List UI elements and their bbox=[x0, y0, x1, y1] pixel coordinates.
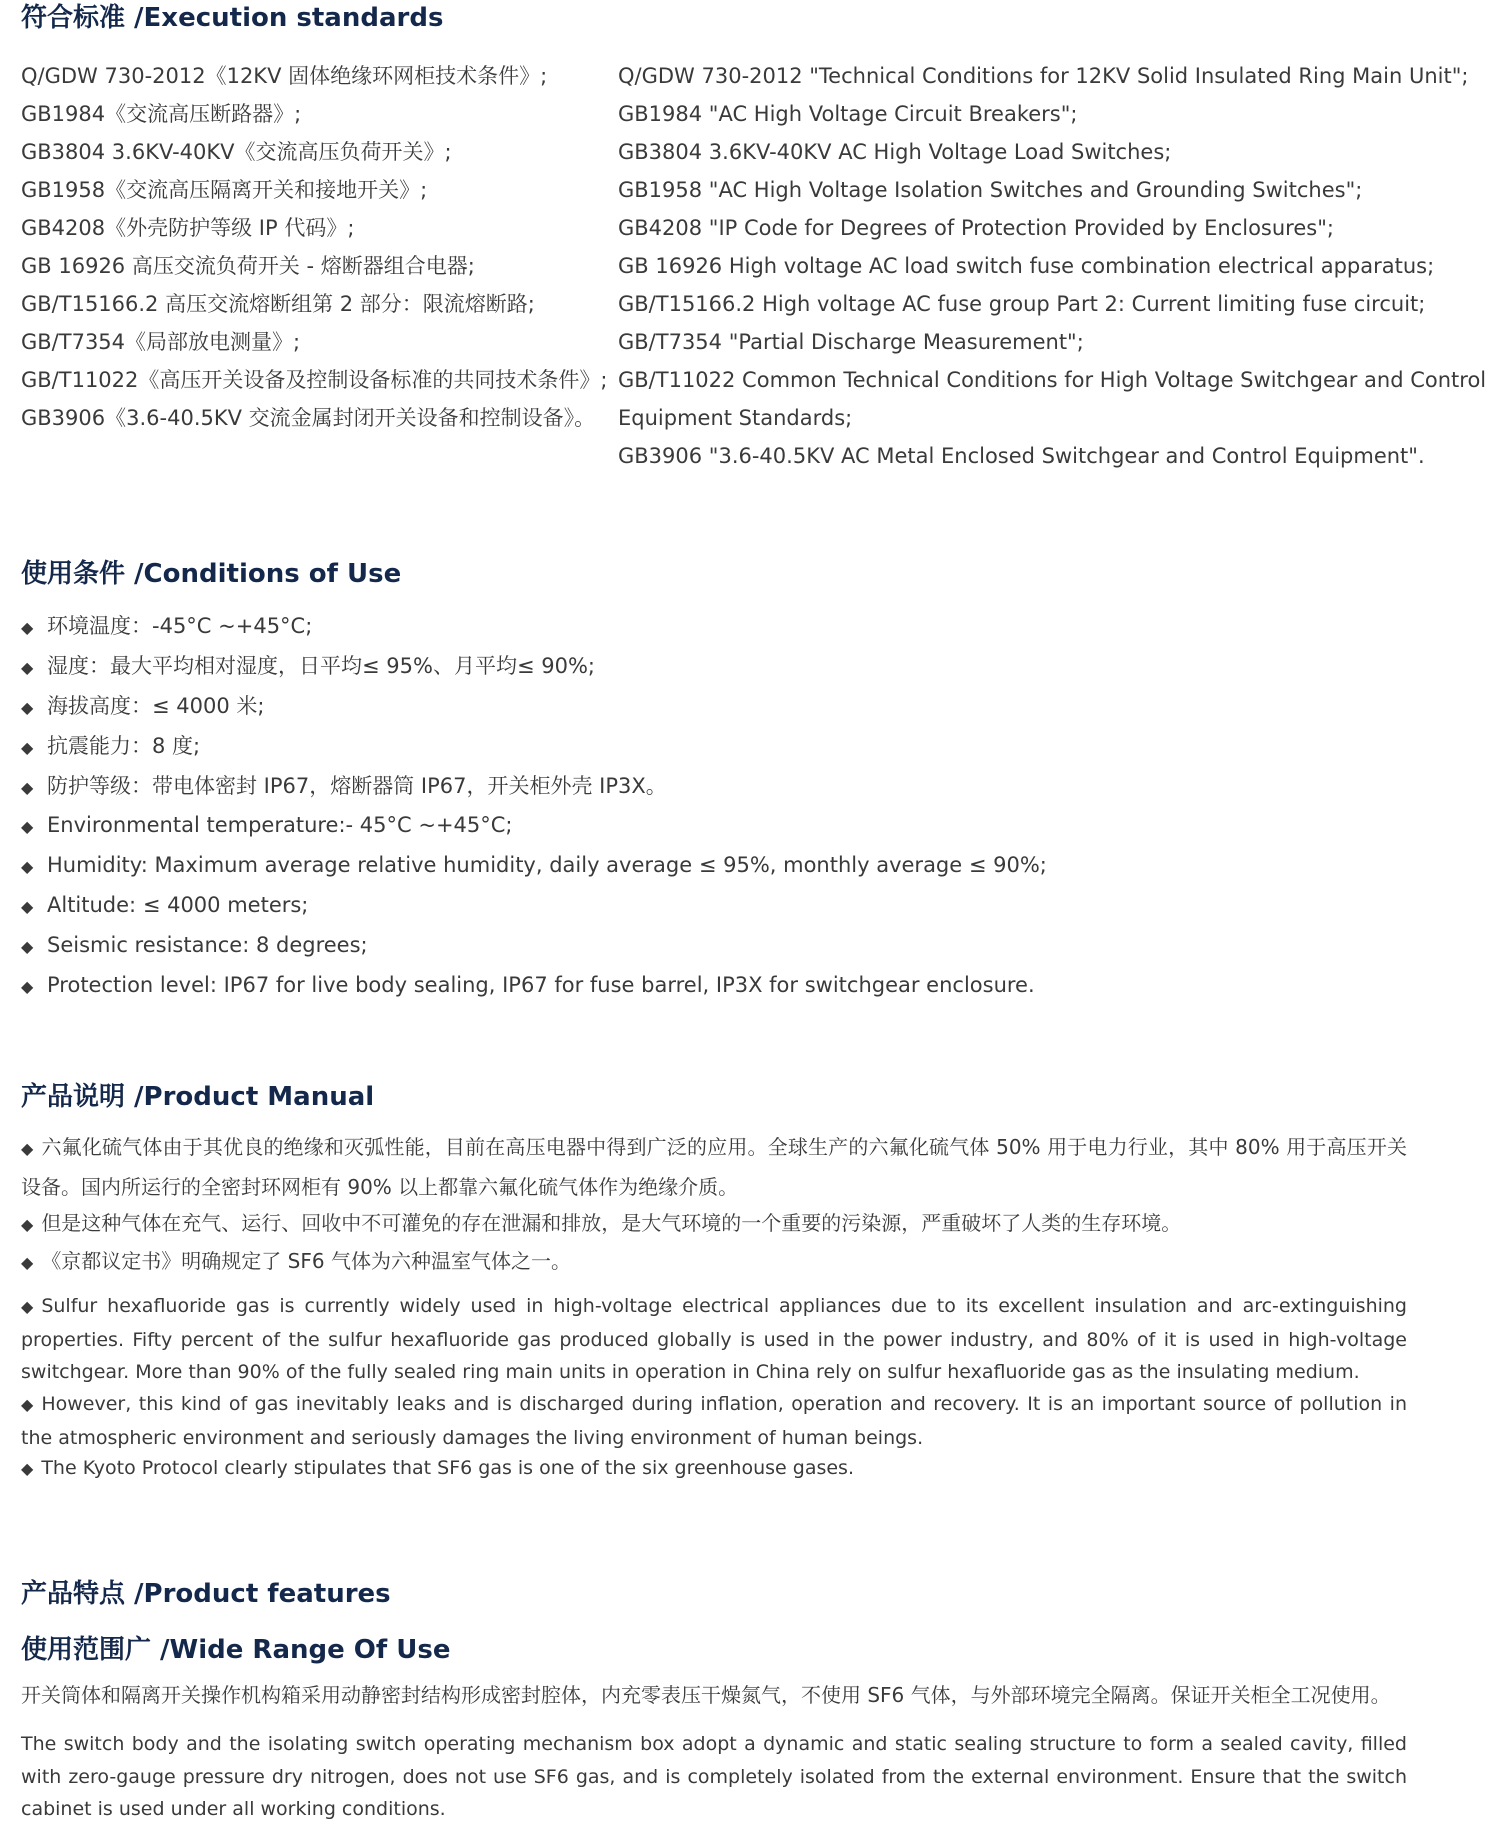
condition-text: Protection level: IP67 for live body sealing, IP67 for fuse barrel, IP3X for switchgear enclosure. bbox=[47, 973, 1035, 997]
standard-item: GB/T7354 "Partial Discharge Measurement"; bbox=[618, 330, 1084, 354]
product-features-heading: 产品特点 /Product features bbox=[21, 1579, 391, 1609]
standard-item: GB4208 "IP Code for Degrees of Protection Provided by Enclosures"; bbox=[618, 216, 1334, 240]
conditions-list-zh bbox=[21, 607, 667, 807]
diamond-bullet-icon: ◆ bbox=[21, 658, 34, 677]
condition-item bbox=[21, 767, 667, 807]
conditions-list-en bbox=[21, 806, 1047, 1006]
standard-item: GB 16926 高压交流负荷开关 - 熔断器组合电器; bbox=[21, 254, 475, 278]
manual-text: Sulfur hexafluoride gas is currently widely used in high-voltage electrical appliances due to its excellent insulation and arc-extinguishing properties. Fifty percent of the sulfur hexafluoride gas produced globally is used in the power industry, and 80% of it is used in high-voltage switchgear. More than 90% of the fully sealed ring main units in operation in China rely on sulfur hexafluoride gas as the insulating medium. bbox=[21, 1295, 1407, 1383]
manual-paragraph-en bbox=[21, 1452, 1407, 1486]
condition-text: 防护等级：带电体密封 IP67，熔断器筒 IP67，开关柜外壳 IP3X。 bbox=[47, 774, 667, 798]
wide-range-heading: 使用范围广 /Wide Range Of Use bbox=[21, 1635, 451, 1665]
condition-text: Seismic resistance: 8 degrees; bbox=[47, 933, 368, 957]
standard-item: Equipment Standards; bbox=[618, 406, 853, 430]
diamond-bullet-icon: ◆ bbox=[21, 857, 34, 876]
condition-text: 海拔高度：≤ 4000 米; bbox=[47, 694, 265, 718]
diamond-bullet-icon: ◆ bbox=[21, 1215, 34, 1234]
execution-standards-heading: 符合标准 /Execution standards bbox=[21, 3, 444, 33]
features-paragraph-zh: 开关筒体和隔离开关操作机构箱采用动静密封结构形成密封腔体，内充零表压干燥氮气，不使用 SF6 气体，与外部环境完全隔离。保证开关柜全工况使用。 bbox=[21, 1683, 1391, 1707]
standard-item: GB/T15166.2 高压交流熔断组第 2 部分：限流熔断路; bbox=[21, 292, 535, 316]
standards-list-en bbox=[618, 57, 1487, 475]
diamond-bullet-icon: ◆ bbox=[21, 1395, 34, 1414]
diamond-bullet-icon: ◆ bbox=[21, 778, 34, 797]
condition-text: Environmental temperature:- 45°C ~+45°C; bbox=[47, 813, 513, 837]
standard-item: GB3804 3.6KV-40KV AC High Voltage Load Switches; bbox=[618, 140, 1172, 164]
standard-item: GB/T11022《高压开关设备及控制设备标准的共同技术条件》; bbox=[21, 368, 608, 392]
product-manual-heading: 产品说明 /Product Manual bbox=[21, 1082, 375, 1112]
manual-paragraph-zh bbox=[21, 1128, 1407, 1206]
condition-text: Altitude: ≤ 4000 meters; bbox=[47, 893, 309, 917]
manual-paragraph-en bbox=[21, 1388, 1407, 1454]
condition-text: Humidity: Maximum average relative humidity, daily average ≤ 95%, monthly average ≤ 90%; bbox=[47, 853, 1047, 877]
diamond-bullet-icon: ◆ bbox=[21, 1253, 34, 1272]
condition-item bbox=[21, 647, 667, 687]
condition-item bbox=[21, 727, 667, 767]
standard-item: GB/T11022 Common Technical Conditions for High Voltage Switchgear and Control bbox=[618, 368, 1487, 392]
standard-item: GB1958 "AC High Voltage Isolation Switches and Grounding Switches"; bbox=[618, 178, 1363, 202]
manual-text: However, this kind of gas inevitably leaks and is discharged during inflation, operation and recovery. It is an important source of pollution in the atmospheric environment and seriously damages the living environment of human beings. bbox=[21, 1393, 1407, 1449]
diamond-bullet-icon: ◆ bbox=[21, 1459, 34, 1478]
diamond-bullet-icon: ◆ bbox=[21, 937, 34, 956]
standards-list-zh bbox=[21, 57, 611, 437]
standard-item: GB3906 "3.6-40.5KV AC Metal Enclosed Switchgear and Control Equipment". bbox=[618, 444, 1425, 468]
manual-text: 《京都议定书》明确规定了 SF6 气体为六种温室气体之一。 bbox=[41, 1249, 571, 1273]
condition-text: 抗震能力：8 度; bbox=[47, 734, 201, 758]
standard-item: GB1958《交流高压隔离开关和接地开关》; bbox=[21, 178, 428, 202]
diamond-bullet-icon: ◆ bbox=[21, 1297, 34, 1316]
diamond-bullet-icon: ◆ bbox=[21, 817, 34, 836]
condition-text: 湿度：最大平均相对湿度，日平均≤ 95%、月平均≤ 90%; bbox=[47, 654, 595, 678]
diamond-bullet-icon: ◆ bbox=[21, 618, 34, 637]
standard-item: GB 16926 High voltage AC load switch fuse combination electrical apparatus; bbox=[618, 254, 1435, 278]
diamond-bullet-icon: ◆ bbox=[21, 698, 34, 717]
condition-text: 环境温度：-45°C ~+45°C; bbox=[47, 614, 313, 638]
diamond-bullet-icon: ◆ bbox=[21, 977, 34, 996]
diamond-bullet-icon: ◆ bbox=[21, 1139, 34, 1158]
manual-text: 六氟化硫气体由于其优良的绝缘和灭弧性能，目前在高压电器中得到广泛的应用。全球生产的六氟化硫气体 50% 用于电力行业，其中 80% 用于高压开关设备。国内所运行的全密封环网柜有 90% 以上都靠六氟化硫气体作为绝缘介质。 bbox=[21, 1135, 1407, 1199]
condition-item bbox=[21, 926, 1047, 966]
manual-paragraph-zh bbox=[21, 1204, 1407, 1244]
condition-item bbox=[21, 687, 667, 727]
manual-text: The Kyoto Protocol clearly stipulates that SF6 gas is one of the six greenhouse gases. bbox=[41, 1457, 854, 1479]
standard-item: Q/GDW 730-2012 "Technical Conditions for 12KV Solid Insulated Ring Main Unit"; bbox=[618, 64, 1469, 88]
manual-text: 但是这种气体在充气、运行、回收中不可灌免的存在泄漏和排放，是大气环境的一个重要的污染源，严重破坏了人类的生存环境。 bbox=[41, 1211, 1182, 1235]
standard-item: GB4208《外壳防护等级 IP 代码》; bbox=[21, 216, 355, 240]
manual-paragraph-en bbox=[21, 1290, 1407, 1389]
standard-item: GB/T7354《局部放电测量》; bbox=[21, 330, 301, 354]
standard-item: GB1984《交流高压断路器》; bbox=[21, 102, 302, 126]
condition-item bbox=[21, 966, 1047, 1006]
condition-item bbox=[21, 607, 667, 647]
standard-item: GB/T15166.2 High voltage AC fuse group Part 2: Current limiting fuse circuit; bbox=[618, 292, 1426, 316]
features-paragraph-en: The switch body and the isolating switch operating mechanism box adopt a dynamic and static sealing structure to form a sealed cavity, filled with zero-gauge pressure dry nitrogen, does not use SF6 gas, and is completely isolated from the external environment. Ensure that the switch cabinet is used under all working conditions. bbox=[21, 1733, 1407, 1820]
condition-item bbox=[21, 806, 1047, 846]
standard-item: GB3804 3.6KV-40KV《交流高压负荷开关》; bbox=[21, 140, 452, 164]
standard-item: Q/GDW 730-2012《12KV 固体绝缘环网柜技术条件》; bbox=[21, 64, 548, 88]
standard-item: GB1984 "AC High Voltage Circuit Breakers"; bbox=[618, 102, 1078, 126]
diamond-bullet-icon: ◆ bbox=[21, 738, 34, 757]
condition-item bbox=[21, 846, 1047, 886]
manual-paragraph-zh bbox=[21, 1242, 1407, 1282]
standard-item: GB3906《3.6-40.5KV 交流金属封闭开关设备和控制设备》。 bbox=[21, 406, 596, 430]
diamond-bullet-icon: ◆ bbox=[21, 897, 34, 916]
condition-item bbox=[21, 886, 1047, 926]
conditions-of-use-heading: 使用条件 /Conditions of Use bbox=[21, 559, 402, 589]
